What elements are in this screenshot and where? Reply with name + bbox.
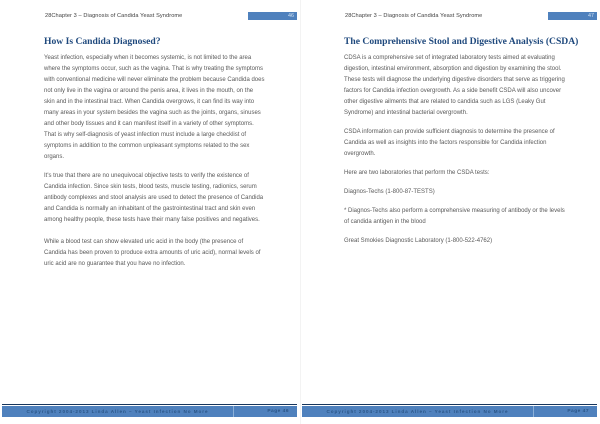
paragraph: Here are two laboratories that perform the CSDA tests: <box>344 170 490 176</box>
paragraph: CSDA information can provide sufficient diagnosis to determine the presence of Candida as well as insights into the factors responsible for Candida infection overgrowth. <box>344 129 555 157</box>
footer-page-number: Page 46 <box>233 406 297 417</box>
page-title: The Comprehensive Stool and Digestive Analysis (CSDA) <box>344 36 579 47</box>
paragraph: Yeast infection, especially when it becomes systemic, is not limited to the area where the symptoms occur, such as the vagina. That is why treating the symptoms with conventional medicine will never eliminate the problem because Candida does not only live in the vagina or around the penis area, it lives in the mouth, on the skin and in the intestinal tract. When Candida overgrows, it can find its way into many areas in your system besides the vagina such as the joints, organs, sinuses and other body tissues and it can manifest itself in a variety of other symptoms. That is why self-diagnosis of yeast infection must include a large checklist of symptoms in addition to the common unpleasant symptoms related to the sex organs. <box>44 55 265 160</box>
paragraph: While a blood test can show elevated uric acid in the body (the presence of Candida has been proven to produce extra amounts of uric acid), normal levels of uric acid are no guarantee that you have no infection. <box>44 239 261 267</box>
paragraph: CDSA is a comprehensive set of integrated laboratory tests aimed at evaluating digestion, intestinal environment, absorption and digestion by examining the stool. These tests will diagnose the underlying digestive disorders that serve as triggering factors for Candida infection overgrowth. As a side benefit CSDA will also uncover other digestive ailments that are related to candida such as LGS (Leaky Gut Syndrome) and intestinal bacterial overgrowth. <box>344 55 565 116</box>
paragraph: Great Smokies Diagnostic Laboratory (1-800-522-4762) <box>344 238 493 244</box>
paragraph: It's true that there are no unequivocal objective tests to verify the existence of Candida infection. Since skin tests, blood tests, muscle testing, radionics, serum antibody complexes and stool analysis are used to detect the presence of Candida and Candida is normally an inhabitant of the gastrointestinal tract and skin even among healthy people, these tests have their many false positives and negatives. <box>44 173 264 223</box>
header-page-number-badge: 47 <box>548 12 597 20</box>
running-header: 28Chapter 3 – Diagnosis of Candida Yeast Syndrome <box>45 13 183 19</box>
page-title: How Is Candida Diagnosed? <box>44 36 161 47</box>
page-seam-divider <box>300 0 301 424</box>
page-47 <box>300 0 600 424</box>
body-text <box>44 53 265 278</box>
header-page-number-badge: 46 <box>248 12 297 20</box>
copyright-text: Copyright 2004-2013 Linda Allen – Yeast Infection No More <box>326 409 509 414</box>
copyright-text: Copyright 2004-2013 Linda Allen – Yeast Infection No More <box>26 409 209 414</box>
page-footer <box>2 404 297 418</box>
footer-rule <box>2 404 297 405</box>
footer-bar <box>2 406 297 417</box>
footer-bar <box>302 406 597 417</box>
footer-page-number: Page 47 <box>533 406 597 417</box>
paragraph: Diagnos-Techs (1-800-87-TESTS) <box>344 189 435 195</box>
page-footer <box>302 404 597 418</box>
paragraph: * Diagnos-Techs also perform a comprehensive measuring of antibody or the levels of candida antigen in the blood <box>344 208 565 225</box>
running-header: 28Chapter 3 – Diagnosis of Candida Yeast Syndrome <box>345 13 483 19</box>
footer-rule <box>302 404 597 405</box>
body-text <box>344 53 565 255</box>
